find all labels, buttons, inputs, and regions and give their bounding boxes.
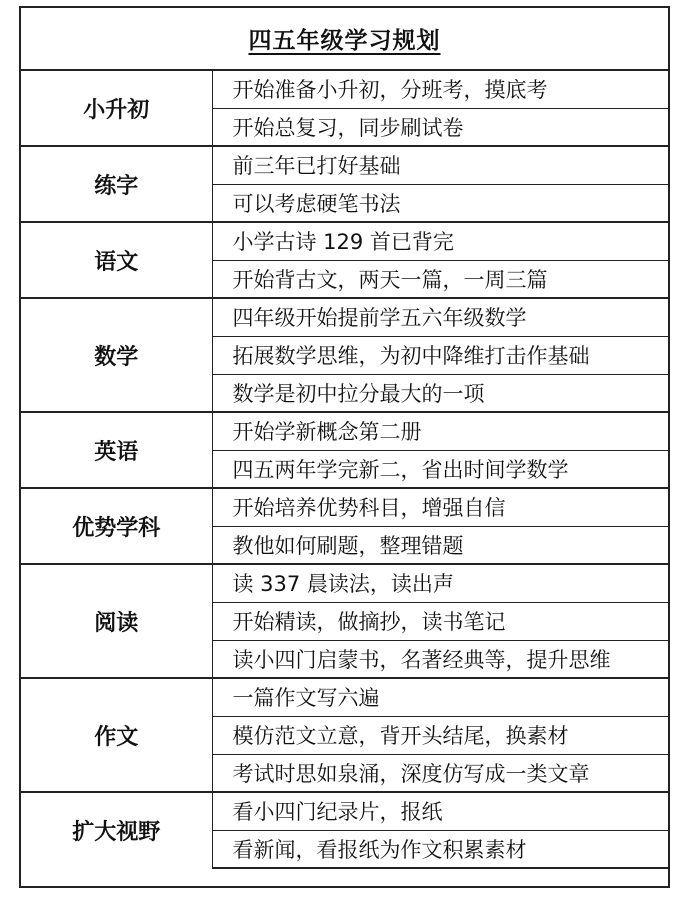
plan-row [21,412,668,450]
plan-item-cell: 前三年已打好基础 [212,146,668,184]
page-title: 四五年级学习规划 [248,28,441,54]
plan-item-cell: 开始培养优势科目，增强自信 [212,488,668,526]
title-row [21,8,668,70]
plan-row [21,792,668,830]
category-cell: 英语 [21,412,212,488]
category-cell: 扩大视野 [21,792,212,868]
category-cell: 阅读 [21,564,212,678]
category-cell: 小升初 [21,70,212,146]
category-cell: 语文 [21,222,212,298]
plan-item-cell: 四年级开始提前学五六年级数学 [212,298,668,336]
plan-row [21,222,668,260]
plan-row [21,678,668,716]
plan-item-cell: 一篇作文写六遍 [212,678,668,716]
plan-item-cell: 读 337 晨读法，读出声 [212,564,668,602]
category-cell: 练字 [21,146,212,222]
plan-item-cell: 开始准备小升初，分班考，摸底考 [212,70,668,108]
plan-item-cell: 开始背古文，两天一篇，一周三篇 [212,260,668,298]
plan-item-cell: 看小四门纪录片，报纸 [212,792,668,830]
category-cell: 数学 [21,298,212,412]
plan-item-cell: 可以考虑硬笔书法 [212,184,668,222]
plan-item-cell: 开始学新概念第二册 [212,412,668,450]
category-cell: 作文 [21,678,212,792]
plan-row [21,298,668,336]
category-cell: 优势学科 [21,488,212,564]
plan-item-cell: 拓展数学思维，为初中降维打击作基础 [212,336,668,374]
plan-item-cell: 开始总复习，同步刷试卷 [212,108,668,146]
plan-item-cell: 数学是初中拉分最大的一项 [212,374,668,412]
plan-item-cell: 开始精读，做摘抄，读书笔记 [212,602,668,640]
plan-item-cell: 教他如何刷题，整理错题 [212,526,668,564]
plan-item-cell: 读小四门启蒙书，名著经典等，提升思维 [212,640,668,678]
plan-row [21,488,668,526]
plan-item-cell: 考试时思如泉涌，深度仿写成一类文章 [212,754,668,792]
plan-row [21,564,668,602]
plan-item-cell: 看新闻，看报纸为作文积累素材 [212,830,668,868]
study-plan-table [21,8,668,869]
plan-item-cell: 小学古诗 129 首已背完 [212,222,668,260]
study-plan-sheet [19,6,670,888]
plan-row [21,146,668,184]
title-cell [21,8,668,70]
plan-item-cell: 模仿范文立意，背开头结尾，换素材 [212,716,668,754]
plan-row [21,70,668,108]
plan-item-cell: 四五两年学完新二，省出时间学数学 [212,450,668,488]
